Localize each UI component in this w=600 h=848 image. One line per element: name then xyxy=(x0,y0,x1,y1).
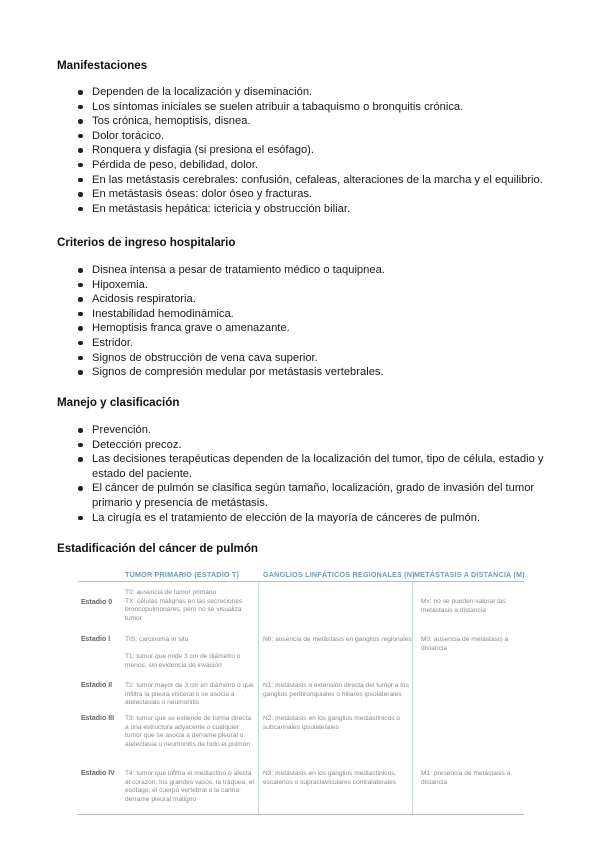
table-cell-tumor: T4: tumor que infiltra el mediastino o afecta al corazón, los grandes vasos, la tráquea, el esófago, el cuerpo vertebral o la carina; derrame pleural maligno xyxy=(125,770,255,803)
column-header-tumor: TUMOR PRIMARIO (ESTADIO T) xyxy=(125,570,240,579)
section-title-criterios: Criterios de ingreso hospitalario xyxy=(57,236,236,249)
table-cell-ganglios: N2: metástasis en los ganglios mediastínicos o subcarinales ipsolaterales xyxy=(263,715,401,731)
list-item: Signos de obstrucción de vena cava superior. xyxy=(57,351,547,366)
list-manejo xyxy=(57,423,547,525)
list-item: El cáncer de pulmón se clasifica según tamaño, localización, grado de invasión del tumor primario y presencia de metástasis. xyxy=(57,481,547,510)
stage-label: Estadio IV xyxy=(81,770,115,777)
table-top-rule xyxy=(78,581,524,582)
section-title-manejo: Manejo y clasificación xyxy=(57,396,180,409)
table-cell-tumor: TIS: carcinoma in situ T1: tumor que mide 3 cm de diámetro o menos, sin evidencia de invasión xyxy=(125,636,241,669)
table-cell-metastasis: Mx: no se pueden valorar las metástasis a distancia xyxy=(421,598,506,614)
list-item: En las metástasis cerebrales: confusión, cefaleas, alteraciones de la marcha y el equilibrio. xyxy=(57,173,547,188)
list-item: Tos crónica, hemoptisis, disnea. xyxy=(57,114,547,129)
list-item: Acidosis respiratoria. xyxy=(57,292,547,307)
column-divider xyxy=(258,582,259,814)
stage-label: Estadio 0 xyxy=(81,599,113,606)
list-item: Inestabilidad hemodinámica. xyxy=(57,307,547,322)
table-cell-tumor: T3: tumor que se extiende de forma directa a una estructura adyacente o cualquier tumor que se asocia a derrame pleural o atelectasia o neumonitis de todo el pulmón xyxy=(125,715,252,748)
list-manifestaciones xyxy=(57,85,547,216)
list-item: Las decisiones terapéuticas dependen de la localización del tumor, tipo de célula, estadio y estado del paciente. xyxy=(57,452,547,481)
list-item: Dolor torácico. xyxy=(57,129,547,144)
column-header-ganglios: GANGLIOS LINFÁTICOS REGIONALES (N) xyxy=(263,570,415,579)
table-cell-tumor: T0: ausencia de tumor primario TX: células malignas en las secreciones broncopulmonares, pero no se visualiza tumor xyxy=(125,589,243,622)
list-item: Hemoptisis franca grave o amenazante. xyxy=(57,321,547,336)
list-criterios xyxy=(57,263,547,380)
list-item: La cirugía es el tratamiento de elección de la mayoría de cánceres de pulmón. xyxy=(57,511,547,526)
list-item: Los síntomas iniciales se suelen atribuir a tabaquismo o bronquitis crónica. xyxy=(57,100,547,115)
list-item: Hipoxemia. xyxy=(57,278,547,293)
table-cell-ganglios: N1: metástasis o extensión directa del tumor a los ganglios peribronquiales o hiliares ipsolaterales xyxy=(263,682,409,698)
list-item: Estridor. xyxy=(57,336,547,351)
list-item: Signos de compresión medular por metástasis vertebrales. xyxy=(57,365,547,380)
stage-label: Estadio II xyxy=(81,682,113,689)
staging-table xyxy=(78,564,524,820)
table-cell-tumor: T2: tumor mayor de 3 cm en diámetro o que infiltra la pleura visceral o se asocia a atelectasias o neumonitis xyxy=(125,682,254,707)
list-item: Prevención. xyxy=(57,423,547,438)
section-title-manifestaciones: Manifestaciones xyxy=(57,59,148,72)
table-cell-ganglios: N0: ausencia de metástasis en ganglios regionales xyxy=(263,636,412,643)
stage-label: Estadio I xyxy=(81,636,111,643)
list-item: En metástasis hepática: ictericia y obstrucción biliar. xyxy=(57,202,547,217)
table-cell-ganglios: N3: metástasis en los ganglios mediastínicos, escalenos o supraclaviculares contralaterales xyxy=(263,770,397,786)
list-item: Dependen de la localización y diseminación. xyxy=(57,85,547,100)
stage-label: Estadio III xyxy=(81,715,115,722)
table-cell-metastasis: M0: ausencia de metástasis a distancia xyxy=(421,636,509,652)
list-item: Pérdida de peso, debilidad, dolor. xyxy=(57,158,547,173)
list-item: Ronquera y disfagia (si presiona el esófago). xyxy=(57,143,547,158)
column-header-metastasis: METÁSTASIS A DISTANCIA (M) xyxy=(414,570,525,579)
list-item: Disnea intensa a pesar de tratamiento médico o taquipnea. xyxy=(57,263,547,278)
table-cell-metastasis: M1: presencia de metástasis a distancia xyxy=(421,770,511,786)
list-item: En metástasis óseas: dolor óseo y fracturas. xyxy=(57,187,547,202)
table-bottom-rule xyxy=(78,814,524,815)
section-title-estadificacion: Estadificación del cáncer de pulmón xyxy=(57,542,259,555)
list-item: Detección precoz. xyxy=(57,438,547,453)
